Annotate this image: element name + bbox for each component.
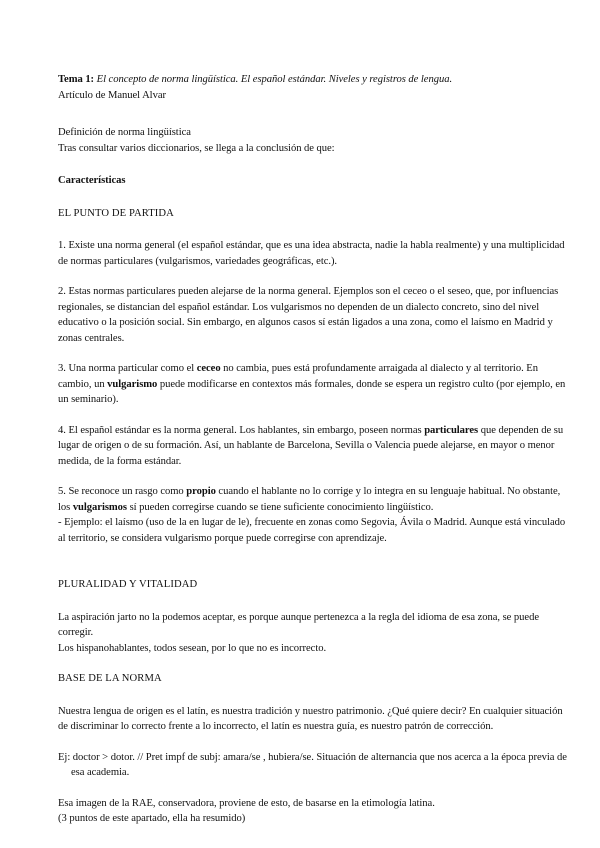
topic-title: El concepto de norma lingüística. El español estándar. Niveles y registros de lengua.: [94, 74, 453, 85]
characteristics-heading-text: Características: [58, 175, 126, 186]
topic-label: Tema 1:: [58, 74, 95, 85]
definition-heading: Definición de norma lingüística: [58, 127, 191, 138]
article-author: Artículo de Manuel Alvar: [58, 89, 166, 101]
paragraph-3-bold-vulgarismo: vulgarismo: [107, 378, 158, 390]
pluralidad-paragraph-2: Los hispanohablantes, todos sesean, por lo que no es incorrecto.: [58, 642, 327, 654]
paragraph-3-bold-ceceo: ceceo: [196, 363, 221, 374]
paragraph-3-text-e: puede modificarse en contextos más formales, donde se espera un registro culto (por ejemplo, en un seminario).: [58, 378, 566, 405]
paragraph-3-text-a: 3. Una norma particular como el: [58, 363, 197, 374]
paragraph-5: [58, 484, 568, 515]
definition-text: Tras consultar varios diccionarios, se llega a la conclusión de que:: [58, 142, 335, 154]
paragraph-5-example: - Ejemplo: el laísmo (uso de la en lugar de le), frecuente en zonas como Segovia, Ávila o Madrid. Aunque está vinculado al territorio, se considera vulgarismo porque puede corregirse con aprendizaje.: [58, 517, 566, 544]
base-paragraph-rae: Esa imagen de la RAE, conservadora, proviene de esto, de basarse en la etimología latina.: [58, 797, 435, 809]
document-page: [58, 72, 568, 827]
paragraph-2: 2. Estas normas particulares pueden alejarse de la norma general. Ejemplos son el ceceo o el seseo, que, por influencias regionales, se distancian del español estándar. Los vulgarismos no dependen de un dialecto concreto, sino del nivel educativo o la posición social. Sin embargo, en algunos casos sí están ligados a una zona, como el laísmo en Madrid y zonas centrales.: [58, 286, 559, 344]
section-heading-punto-partida: EL PUNTO DE PARTIDA: [58, 207, 174, 219]
topic-line: [58, 72, 568, 88]
paragraph-4-text-a: 4. El español estándar es la norma general. Los hablantes, sin embargo, poseen normas: [58, 424, 425, 436]
base-paragraph-1: Nuestra lengua de origen es el latín, es nuestra tradición y nuestro patrimonio. ¿Qué quiere decir? En cualquier situación de discriminar lo correcto frente a lo incorrecto, el latín es nuestra guía, es nuestro patrón de corrección.: [58, 705, 563, 732]
characteristics-heading: [58, 173, 568, 189]
paragraph-3-text-c: no cambia, pues está profundamente arraigada al dialecto y al territorio. En cambio, un: [58, 363, 538, 390]
paragraph-3: [58, 361, 568, 408]
paragraph-4-text-c: que dependen de su lugar de origen o de su formación. Así, un hablante de Barcelona, Sevilla o Valencia puede alejarse, en mayor o menor medida, de la forma estándar.: [58, 424, 564, 467]
section-heading-pluralidad: PLURALIDAD Y VITALIDAD: [58, 579, 198, 590]
paragraph-5-bold-vulgarismos: vulgarismos: [72, 501, 128, 513]
paragraph-1: 1. Existe una norma general (el español estándar, que es una idea abstracta, nadie la habla realmente) y una multiplicidad de normas particulares (vulgarismos, variedades geográficas, etc.).: [58, 240, 565, 267]
section-heading-base: BASE DE LA NORMA: [58, 673, 162, 684]
paragraph-5-bold-propio: propio: [186, 486, 216, 497]
pluralidad-paragraph-1: La aspiración jarto no la podemos aceptar, es porque aunque pertenezca a la regla del idioma de esa zona, se puede corregir.: [58, 611, 539, 638]
base-example: Ej: doctor > dotor. // Pret impf de subj: amara/se , hubiera/se. Situación de alternancia que nos acerca a la época previa de esa academia.: [58, 751, 567, 778]
paragraph-4-bold-particulares: particulares: [424, 424, 479, 436]
paragraph-5-text-a: 5. Se reconoce un rasgo como: [58, 486, 187, 497]
base-note: (3 puntos de este apartado, ella ha resumido): [58, 813, 246, 824]
paragraph-5-text-c: cuando el hablante no lo corrige y lo integra en su lenguaje habitual. No obstante, los: [58, 486, 561, 513]
paragraph-5-text-e: sí pueden corregirse cuando se tiene suficiente conocimiento lingüístico.: [127, 501, 434, 513]
paragraph-4: [58, 423, 568, 470]
